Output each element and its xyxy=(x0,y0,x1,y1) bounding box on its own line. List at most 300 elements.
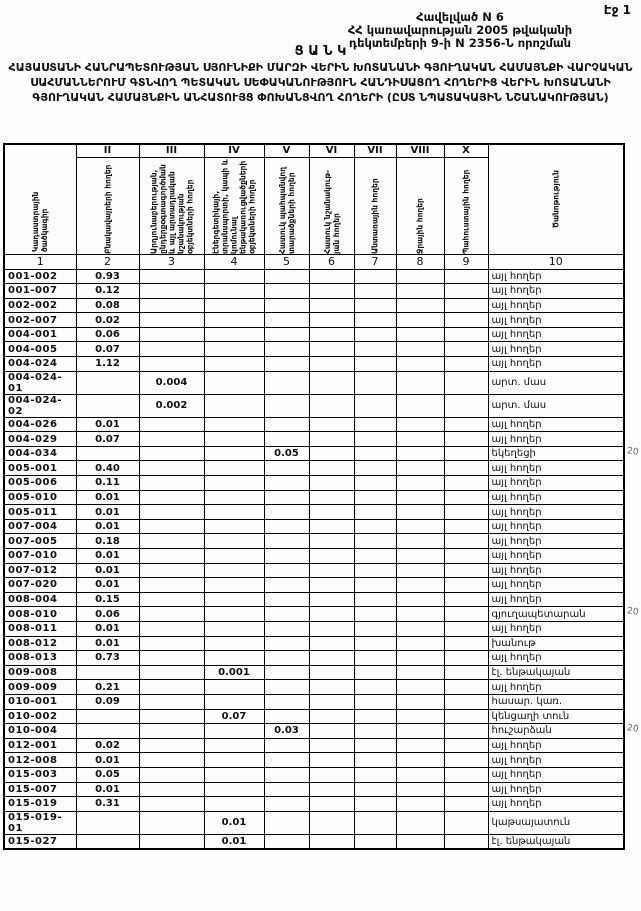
note-cell xyxy=(488,563,624,578)
area-value-cell xyxy=(396,767,444,782)
area-value-cell xyxy=(444,767,488,782)
area-value-cell xyxy=(139,607,204,622)
area-value-cell xyxy=(264,665,309,680)
area-value-cell xyxy=(396,665,444,680)
table-row xyxy=(4,607,624,622)
area-value-cell xyxy=(309,476,354,491)
area-value-cell xyxy=(354,578,396,593)
note-cell xyxy=(488,665,624,680)
area-value-cell xyxy=(264,753,309,768)
area-value-cell xyxy=(396,342,444,357)
area-value-cell xyxy=(309,811,354,834)
area-value-cell xyxy=(354,298,396,313)
area-value-cell xyxy=(264,680,309,695)
cadastral-code-cell: 015-003 xyxy=(4,767,76,782)
area-value-cell xyxy=(444,446,488,461)
area-value-cell xyxy=(354,767,396,782)
area-value-cell xyxy=(354,284,396,299)
note-text: այլ հողեր xyxy=(491,343,542,355)
column-number-2: 2 xyxy=(76,254,139,269)
area-value-cell xyxy=(396,394,444,417)
cadastral-code-cell: 005-010 xyxy=(4,490,76,505)
cadastral-code-cell: 004-034 xyxy=(4,446,76,461)
area-value-cell xyxy=(396,298,444,313)
area-value-cell xyxy=(354,490,396,505)
cadastral-code-cell: 015-027 xyxy=(4,834,76,849)
area-value-cell xyxy=(204,797,264,812)
area-value-cell xyxy=(264,371,309,394)
area-value-cell xyxy=(354,461,396,476)
area-value-cell xyxy=(204,461,264,476)
column-header-cadastral-code-label: Կադաստրային ծածկագիր xyxy=(31,191,50,253)
area-value-cell xyxy=(139,782,204,797)
area-value-cell xyxy=(204,371,264,394)
area-value-cell xyxy=(264,592,309,607)
area-value-cell xyxy=(354,592,396,607)
area-value-cell xyxy=(354,342,396,357)
note-cell xyxy=(488,269,624,284)
note-cell xyxy=(488,636,624,651)
area-value-cell xyxy=(354,327,396,342)
table-row xyxy=(4,797,624,812)
area-value-cell xyxy=(139,357,204,372)
area-value-cell: 0.03 xyxy=(264,724,309,739)
area-value-cell xyxy=(354,432,396,447)
area-value-cell xyxy=(139,534,204,549)
column-number-9: 9 xyxy=(444,254,488,269)
area-value-cell xyxy=(309,738,354,753)
area-value-cell xyxy=(309,505,354,520)
table-row xyxy=(4,298,624,313)
note-cell xyxy=(488,417,624,432)
area-value-cell xyxy=(139,709,204,724)
note-cell xyxy=(488,811,624,834)
area-value-cell xyxy=(309,767,354,782)
table-row xyxy=(4,724,624,739)
area-value-cell xyxy=(309,327,354,342)
note-cell xyxy=(488,834,624,849)
area-value-cell xyxy=(139,636,204,651)
area-value-cell xyxy=(444,592,488,607)
area-value-cell: 0.01 xyxy=(76,490,139,505)
note-text: այլ հողեր xyxy=(491,579,542,591)
column-number-5: 5 xyxy=(264,254,309,269)
table-row xyxy=(4,432,624,447)
cadastral-code-cell: 004-024 xyxy=(4,357,76,372)
area-value-cell xyxy=(204,724,264,739)
area-value-cell xyxy=(264,298,309,313)
area-value-cell xyxy=(309,371,354,394)
area-value-cell xyxy=(309,417,354,432)
note-text: այլ հողեր xyxy=(491,652,542,664)
area-value-cell xyxy=(354,394,396,417)
note-text: այլ հողեր xyxy=(491,314,542,326)
cadastral-code-cell: 005-001 xyxy=(4,461,76,476)
cadastral-code-cell: 001-007 xyxy=(4,284,76,299)
list-heading: Ց Ա Ն Կ xyxy=(294,44,347,59)
note-text: այլ հողեր xyxy=(491,329,542,341)
area-value-cell xyxy=(204,313,264,328)
cadastral-code-cell: 015-019-01 xyxy=(4,811,76,834)
note-text: կաթսայատուն xyxy=(491,817,571,829)
note-text: այլ հողեր xyxy=(491,754,542,766)
note-text: այլ հողեր xyxy=(491,358,542,370)
area-value-cell xyxy=(354,694,396,709)
note-cell xyxy=(488,284,624,299)
note-cell xyxy=(488,446,639,461)
area-value-cell xyxy=(444,461,488,476)
roman-numeral-x: X xyxy=(444,144,488,157)
area-value-cell xyxy=(204,432,264,447)
appendix-line-3: դեկտեմբերի 9-ի N 2356-Ն որոշման xyxy=(348,36,572,50)
area-value-cell xyxy=(444,607,488,622)
column-header-special-purpose: Հատուկ նշանակութ-յան հողեր xyxy=(309,157,354,254)
area-value-cell xyxy=(76,665,139,680)
area-value-cell: 0.12 xyxy=(76,284,139,299)
area-value-cell xyxy=(139,811,204,834)
area-value-cell xyxy=(139,432,204,447)
area-value-cell xyxy=(139,592,204,607)
cadastral-code-cell: 007-004 xyxy=(4,519,76,534)
area-value-cell xyxy=(309,651,354,666)
area-value-cell xyxy=(444,327,488,342)
table-row xyxy=(4,269,624,284)
roman-numeral-row xyxy=(4,144,624,157)
note-cell xyxy=(488,797,624,812)
area-value-cell xyxy=(354,476,396,491)
area-value-cell xyxy=(204,738,264,753)
area-value-cell xyxy=(204,636,264,651)
area-value-cell xyxy=(139,519,204,534)
area-value-cell: 0.01 xyxy=(76,417,139,432)
area-value-cell: 0.01 xyxy=(76,549,139,564)
area-value-cell xyxy=(444,313,488,328)
area-value-cell xyxy=(76,811,139,834)
area-value-cell xyxy=(396,534,444,549)
area-value-cell xyxy=(354,724,396,739)
area-value-cell xyxy=(139,490,204,505)
area-value-cell xyxy=(139,651,204,666)
area-value-cell xyxy=(396,327,444,342)
area-value-cell: 0.001 xyxy=(204,665,264,680)
table-row xyxy=(4,709,624,724)
area-value-cell xyxy=(396,313,444,328)
area-value-cell xyxy=(354,738,396,753)
area-value-cell xyxy=(444,519,488,534)
area-value-cell xyxy=(309,782,354,797)
note-text: այլ հողեր xyxy=(491,769,542,781)
area-value-cell xyxy=(396,417,444,432)
area-value-cell: 0.05 xyxy=(76,767,139,782)
area-value-cell xyxy=(309,578,354,593)
area-value-cell xyxy=(264,621,309,636)
table-row xyxy=(4,563,624,578)
land-parcels-table xyxy=(3,143,639,850)
area-value-cell xyxy=(396,797,444,812)
area-value-cell xyxy=(204,694,264,709)
roman-numeral-ii: II xyxy=(76,144,139,157)
table-row xyxy=(4,371,624,394)
note-cell xyxy=(488,298,624,313)
area-value-cell xyxy=(264,269,309,284)
cadastral-code-cell: 012-001 xyxy=(4,738,76,753)
area-value-cell xyxy=(309,446,354,461)
cadastral-code-cell: 002-007 xyxy=(4,313,76,328)
area-value-cell xyxy=(204,446,264,461)
area-value-cell xyxy=(354,446,396,461)
note-cell xyxy=(488,394,624,417)
area-value-cell: 0.01 xyxy=(76,563,139,578)
area-value-cell xyxy=(444,476,488,491)
area-value-cell: 0.02 xyxy=(76,313,139,328)
note-text: այլ հողեր xyxy=(491,491,542,503)
area-value-cell xyxy=(139,665,204,680)
area-value-cell: 0.01 xyxy=(76,621,139,636)
area-value-cell xyxy=(396,651,444,666)
table-row xyxy=(4,342,624,357)
area-value-cell: 0.01 xyxy=(204,834,264,849)
note-cell xyxy=(488,490,624,505)
area-value-cell xyxy=(264,834,309,849)
cadastral-code-cell: 009-009 xyxy=(4,680,76,695)
table-row xyxy=(4,592,624,607)
area-value-cell xyxy=(264,694,309,709)
area-value-cell xyxy=(354,680,396,695)
area-value-cell xyxy=(204,342,264,357)
area-value-cell xyxy=(139,724,204,739)
area-value-cell xyxy=(309,394,354,417)
table-row xyxy=(4,357,624,372)
note-text: այլ հողեր xyxy=(491,535,542,547)
area-value-cell xyxy=(139,476,204,491)
area-value-cell xyxy=(444,357,488,372)
area-value-cell xyxy=(139,284,204,299)
area-value-cell xyxy=(444,797,488,812)
area-value-cell xyxy=(354,534,396,549)
area-value-cell xyxy=(396,269,444,284)
area-value-cell xyxy=(396,694,444,709)
area-value-cell xyxy=(204,767,264,782)
area-value-cell xyxy=(396,505,444,520)
area-value-cell xyxy=(309,461,354,476)
note-cell xyxy=(488,694,624,709)
roman-numeral-iii: III xyxy=(139,144,204,157)
area-value-cell xyxy=(139,446,204,461)
note-cell xyxy=(488,461,624,476)
area-value-cell: 0.01 xyxy=(76,636,139,651)
table-row xyxy=(4,327,624,342)
note-cell xyxy=(488,313,624,328)
area-value-cell xyxy=(204,651,264,666)
area-value-cell xyxy=(309,519,354,534)
area-value-cell xyxy=(204,394,264,417)
cadastral-code-cell: 004-026 xyxy=(4,417,76,432)
roman-numeral-iv: IV xyxy=(204,144,264,157)
area-value-cell xyxy=(444,269,488,284)
area-value-cell xyxy=(354,269,396,284)
table-row xyxy=(4,490,624,505)
area-value-cell xyxy=(444,284,488,299)
column-number-10: 10 xyxy=(488,254,624,269)
handwritten-margin-mark: 20 xyxy=(625,723,639,735)
area-value-cell xyxy=(444,342,488,357)
area-value-cell xyxy=(264,417,309,432)
area-value-cell xyxy=(309,753,354,768)
area-value-cell: 0.05 xyxy=(264,446,309,461)
area-value-cell xyxy=(264,549,309,564)
cadastral-code-cell: 008-012 xyxy=(4,636,76,651)
area-value-cell xyxy=(396,834,444,849)
area-value-cell xyxy=(309,549,354,564)
note-text: այլ հողեր xyxy=(491,462,542,474)
area-value-cell xyxy=(139,694,204,709)
area-value-cell xyxy=(444,298,488,313)
area-value-cell xyxy=(396,490,444,505)
area-value-cell xyxy=(139,298,204,313)
cadastral-code-cell: 010-001 xyxy=(4,694,76,709)
area-value-cell xyxy=(396,446,444,461)
note-cell xyxy=(488,592,624,607)
area-value-cell xyxy=(264,476,309,491)
area-value-cell xyxy=(354,651,396,666)
note-text: այլ հողեր xyxy=(491,299,542,311)
area-value-cell xyxy=(309,592,354,607)
column-header-reserve: Պահուստային հողեր xyxy=(444,157,488,254)
handwritten-margin-mark: 20 xyxy=(625,606,639,619)
table-header xyxy=(4,144,624,269)
area-value-cell xyxy=(354,563,396,578)
note-cell xyxy=(488,621,624,636)
area-value-cell xyxy=(309,709,354,724)
area-value-cell: 0.01 xyxy=(76,519,139,534)
area-value-cell xyxy=(396,636,444,651)
cadastral-code-cell: 004-005 xyxy=(4,342,76,357)
area-value-cell xyxy=(354,621,396,636)
area-value-cell xyxy=(396,371,444,394)
area-value-cell xyxy=(139,327,204,342)
area-value-cell xyxy=(354,313,396,328)
table-row xyxy=(4,665,624,680)
column-number-6: 6 xyxy=(309,254,354,269)
table-row xyxy=(4,694,624,709)
column-header-forest: Անտառային հողեր xyxy=(354,157,396,254)
area-value-cell xyxy=(444,563,488,578)
area-value-cell xyxy=(396,476,444,491)
cadastral-code-cell: 005-006 xyxy=(4,476,76,491)
area-value-cell xyxy=(309,607,354,622)
note-cell xyxy=(488,738,624,753)
area-value-cell xyxy=(354,797,396,812)
area-value-cell xyxy=(354,811,396,834)
area-value-cell xyxy=(354,834,396,849)
area-value-cell xyxy=(396,738,444,753)
area-value-cell: 1.12 xyxy=(76,357,139,372)
area-value-cell xyxy=(309,298,354,313)
area-value-cell xyxy=(444,709,488,724)
note-cell xyxy=(488,534,624,549)
area-value-cell: 0.01 xyxy=(76,782,139,797)
cadastral-code-cell: 008-010 xyxy=(4,607,76,622)
note-text: գյուղապետարան xyxy=(491,608,586,620)
area-value-cell xyxy=(139,680,204,695)
note-text: կենցաղի տուն xyxy=(491,710,570,722)
cadastral-code-cell: 008-004 xyxy=(4,592,76,607)
area-value-cell xyxy=(354,753,396,768)
column-number-7: 7 xyxy=(354,254,396,269)
area-value-cell xyxy=(444,578,488,593)
area-value-cell: 0.31 xyxy=(76,797,139,812)
area-value-cell xyxy=(444,753,488,768)
table-row xyxy=(4,313,624,328)
area-value-cell xyxy=(396,724,444,739)
area-value-cell xyxy=(264,284,309,299)
area-value-cell xyxy=(444,680,488,695)
area-value-cell: 0.02 xyxy=(76,738,139,753)
note-cell xyxy=(488,357,624,372)
table-row xyxy=(4,782,624,797)
note-text: հուշարձան xyxy=(491,725,552,737)
area-value-cell xyxy=(264,461,309,476)
area-value-cell: 0.15 xyxy=(76,592,139,607)
note-cell xyxy=(488,505,624,520)
area-value-cell: 0.11 xyxy=(76,476,139,491)
area-value-cell xyxy=(354,519,396,534)
table-row xyxy=(4,394,624,417)
area-value-cell xyxy=(264,782,309,797)
table-body xyxy=(4,269,639,849)
column-header-industrial: Արդյունաբերության, ընդերքօգտագործման և այլ արտադրական նշանակության օբյեկտների հողեր xyxy=(139,157,204,254)
table-row xyxy=(4,636,624,651)
area-value-cell xyxy=(204,549,264,564)
area-value-cell xyxy=(396,607,444,622)
area-value-cell xyxy=(264,519,309,534)
column-header-notes xyxy=(488,144,624,254)
note-text: այլ հողեր xyxy=(491,681,542,693)
note-text: այլ հողեր xyxy=(491,740,542,752)
area-value-cell: 0.09 xyxy=(76,694,139,709)
area-value-cell xyxy=(264,738,309,753)
area-value-cell xyxy=(76,394,139,417)
area-value-cell xyxy=(264,767,309,782)
table-row xyxy=(4,811,624,834)
area-value-cell xyxy=(204,621,264,636)
area-value-cell xyxy=(264,432,309,447)
area-value-cell xyxy=(204,519,264,534)
area-value-cell xyxy=(309,636,354,651)
column-number-row xyxy=(4,254,624,269)
area-value-cell xyxy=(444,694,488,709)
area-value-cell xyxy=(309,834,354,849)
area-value-cell xyxy=(396,811,444,834)
area-value-cell xyxy=(444,432,488,447)
note-cell xyxy=(488,606,639,622)
area-value-cell xyxy=(309,490,354,505)
note-text: արտ. մաս xyxy=(491,400,547,412)
area-value-cell xyxy=(139,738,204,753)
area-value-cell xyxy=(76,709,139,724)
cadastral-code-cell: 015-019 xyxy=(4,797,76,812)
area-value-cell xyxy=(204,753,264,768)
area-value-cell xyxy=(396,621,444,636)
area-value-cell xyxy=(76,724,139,739)
area-value-cell: 0.07 xyxy=(76,342,139,357)
note-cell xyxy=(488,782,624,797)
area-value-cell xyxy=(309,269,354,284)
cadastral-code-cell: 005-011 xyxy=(4,505,76,520)
area-value-cell xyxy=(204,357,264,372)
area-value-cell xyxy=(354,665,396,680)
note-text: այլ հողեր xyxy=(491,285,542,297)
